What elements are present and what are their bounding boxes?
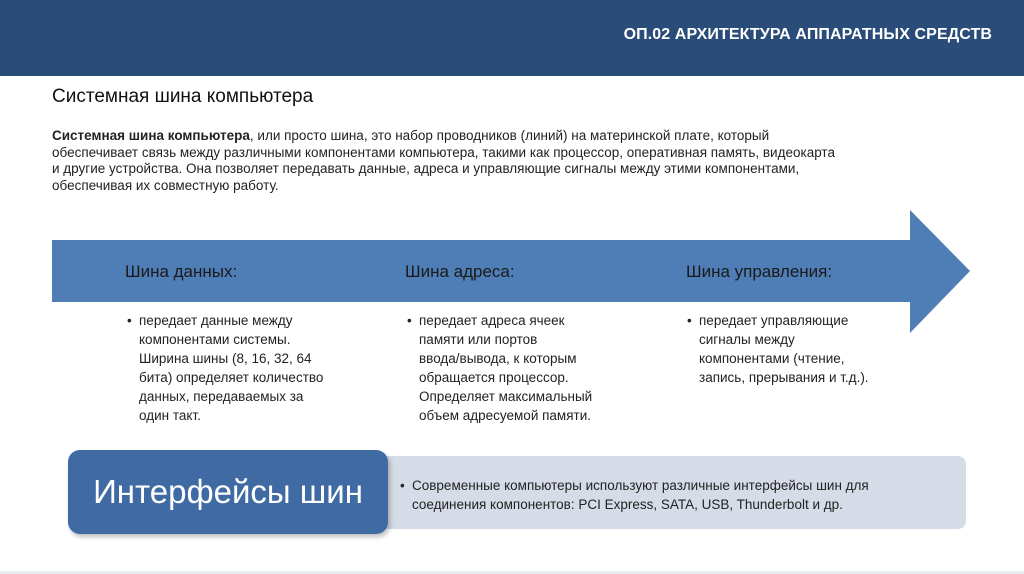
bullet: • (127, 313, 132, 328)
text-line: передает управляющие (699, 313, 849, 328)
address-bus-title: Шина адреса: (405, 262, 515, 281)
data-bus-title: Шина данных: (125, 262, 238, 281)
text-line: объем адресуемой памяти. (419, 408, 591, 423)
text-line: компонентами (чтение, (699, 351, 845, 366)
bullet: • (687, 313, 692, 328)
intro-bold-term: Системная шина компьютера (52, 128, 250, 143)
text-line: памяти или портов (419, 332, 538, 347)
interfaces-description (400, 476, 960, 514)
intro-line-2: обеспечивает связь между различными компонентами компьютера, такими как процессор, оперативная память, видеокарта (52, 144, 835, 160)
intro-line-3: и другие устройства. Она позволяет передавать данные, адреса и управляющие сигналы между этими компонентами, (52, 161, 800, 176)
text-line: Современные компьютеры используют различные интерфейсы шин для (412, 478, 869, 493)
interfaces-box (68, 450, 388, 534)
bullet: • (407, 313, 412, 328)
intro-paragraph (52, 128, 982, 194)
text-line: передает данные между (139, 313, 293, 328)
text-line: Определяет максимальный (419, 389, 593, 404)
text-line: один такт. (139, 408, 201, 423)
text-line: передает адреса ячеек (419, 313, 565, 328)
slide-title: Системная шина компьютера (52, 86, 314, 107)
text-line: запись, прерывания и т.д.). (699, 370, 869, 385)
text-line: Ширина шины (8, 16, 32, 64 (139, 351, 312, 366)
text-line: соединения компонентов: PCI Express, SATA, USB, Thunderbolt и др. (412, 497, 843, 512)
intro-text: , или просто шина, это набор проводников (линий) на материнской плате, который (249, 128, 770, 143)
text-line: бита) определяет количество (139, 370, 324, 385)
text-line: данных, передаваемых за (139, 389, 304, 404)
text-line: ввода/вывода, к которым (419, 351, 577, 366)
interfaces-title: Интерфейсы шин (93, 473, 363, 510)
control-bus-title: Шина управления: (686, 262, 833, 281)
control-bus-description (687, 311, 927, 387)
course-title: ОП.02 АРХИТЕКТУРА АППАРАТНЫХ СРЕДСТВ (623, 26, 992, 43)
header-bar (0, 0, 1024, 76)
intro-line-1 (52, 128, 982, 145)
text-line: обращается процессор. (419, 370, 569, 385)
intro-line-4: обеспечивая их совместную работу. (52, 177, 279, 193)
text-line: компонентами системы. (139, 332, 291, 347)
bullet: • (400, 478, 405, 493)
address-bus-description (407, 311, 647, 425)
text-line: сигналы между (699, 332, 795, 347)
data-bus-description (127, 311, 367, 425)
